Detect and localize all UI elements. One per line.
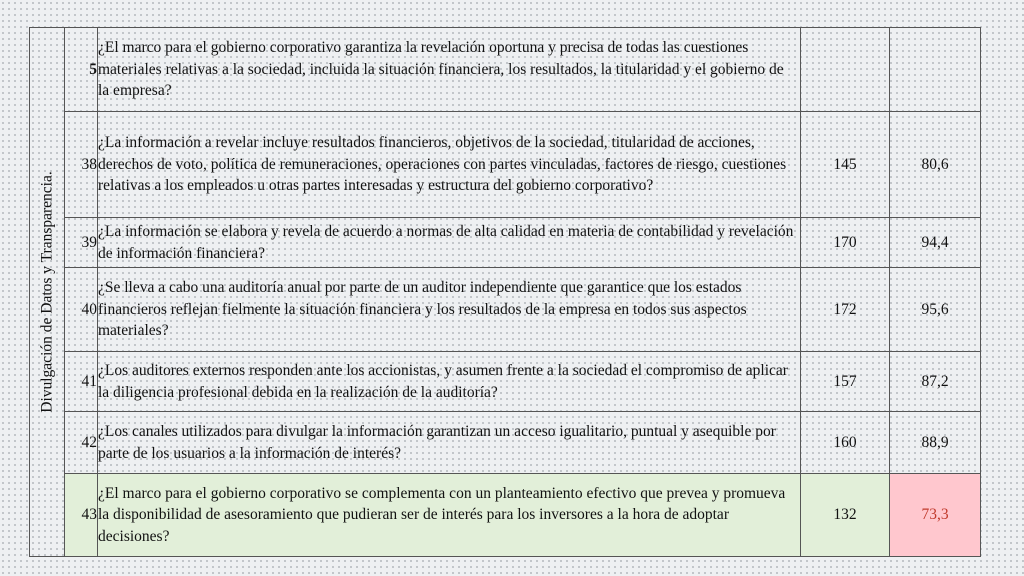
table-row [30,112,981,218]
response-percent [890,28,981,112]
table-row [30,268,981,352]
response-percent: 95,6 [890,268,981,352]
question-number: 38 [65,112,98,218]
question-number: 42 [65,412,98,474]
question-text: ¿La información se elabora y revela de acuerdo a normas de alta calidad en materia de contabilidad y revelación de información financiera? [98,218,801,268]
section-label: Divulgación de Datos y Transparencia. [38,171,56,413]
response-count: 145 [801,112,890,218]
question-number: 5 [65,28,98,112]
table-row [30,218,981,268]
question-number: 40 [65,268,98,352]
survey-table-container [29,27,976,556]
survey-table [29,27,981,557]
response-percent-highlighted: 73,3 [890,474,981,557]
question-text: ¿Los auditores externos responden ante los accionistas, y asumen frente a la sociedad el compromiso de aplicar la diligencia profesional debida en la realización de la auditoría? [98,352,801,412]
response-count: 170 [801,218,890,268]
question-text: ¿Los canales utilizados para divulgar la información garantizan un acceso igualitario, puntual y asequible por parte de los usuarios a la información de interés? [98,412,801,474]
response-count: 160 [801,412,890,474]
response-percent: 88,9 [890,412,981,474]
question-text: ¿El marco para el gobierno corporativo se complementa con un planteamiento efectivo que prevea y promueva la disponibilidad de asesoramiento que pudieran ser de interés para los inversores a la hora de adoptar decisiones? [98,474,801,557]
table-row [30,352,981,412]
question-text: ¿La información a revelar incluye resultados financieros, objetivos de la sociedad, titularidad de acciones, derechos de voto, política de remuneraciones, operaciones con partes vinculadas, factores de riesgo, cuestiones relativas a los empleados u otras partes interesadas y estructura del gobierno corporativo? [98,112,801,218]
question-number: 41 [65,352,98,412]
response-percent: 80,6 [890,112,981,218]
question-number: 39 [65,218,98,268]
table-row [30,412,981,474]
response-count [801,28,890,112]
section-cell [30,28,65,557]
response-percent: 94,4 [890,218,981,268]
response-count: 132 [801,474,890,557]
question-text: ¿Se lleva a cabo una auditoría anual por parte de un auditor independiente que garantice que los estados financieros reflejan fielmente la situación financiera y los resultados de la empresa en todos sus aspectos materiales? [98,268,801,352]
response-count: 157 [801,352,890,412]
question-text: ¿El marco para el gobierno corporativo garantiza la revelación oportuna y precisa de todas las cuestiones materiales relativas a la sociedad, incluida la situación financiera, los resultados, la titularidad y el gobierno de la empresa? [98,28,801,112]
table-row [30,28,981,112]
question-number: 43 [65,474,98,557]
response-count: 172 [801,268,890,352]
response-percent: 87,2 [890,352,981,412]
highlighted-table-row [30,474,981,557]
